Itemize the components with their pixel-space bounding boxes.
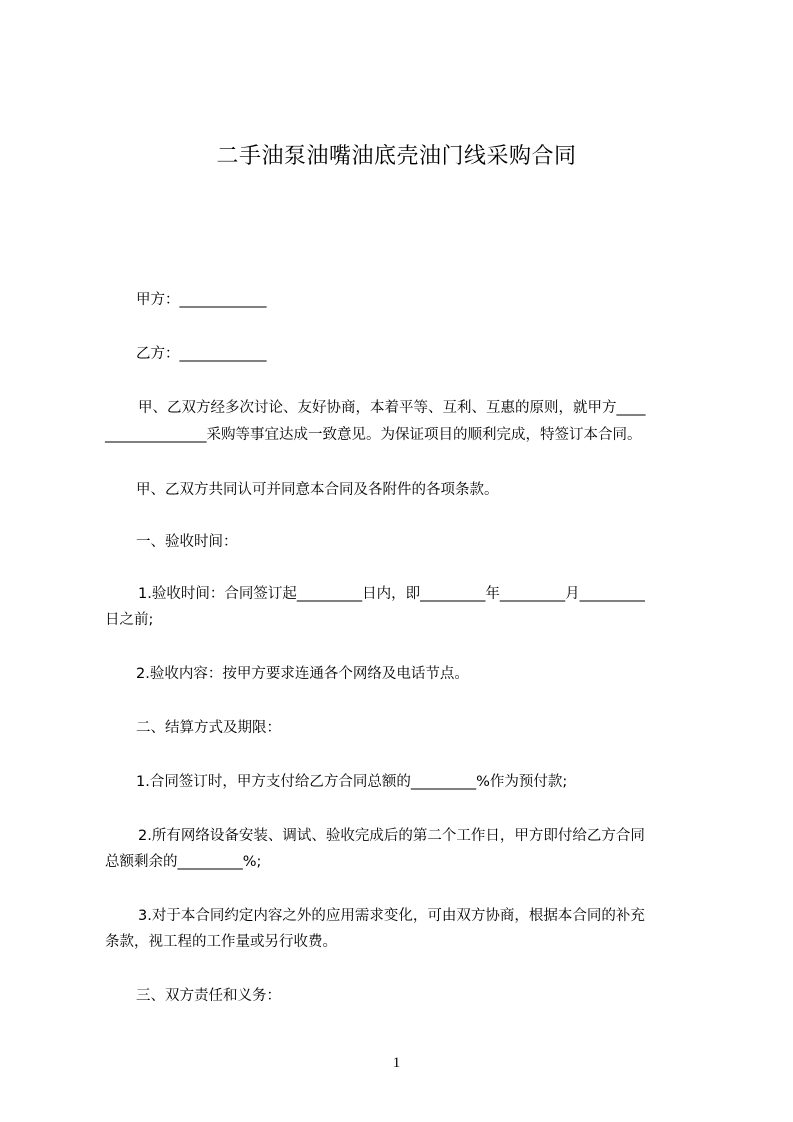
- s1-item1-line-2: 日之前;: [105, 612, 154, 628]
- section-3-heading: 三、双方责任和义务：: [136, 988, 281, 1004]
- intro-line-1: 甲、乙双方经多次讨论、友好协商，本着平等、互利、互惠的原则，就甲方____: [138, 400, 646, 416]
- party-a-line: 甲方：____________: [136, 292, 267, 308]
- section-1-heading: 一、验收时间：: [136, 534, 238, 550]
- agreement-paragraph: 甲、乙双方共同认可并同意本合同及各附件的各项条款。: [136, 482, 499, 498]
- section-2-item-1: 1.合同签订时，甲方支付给乙方合同总额的_________%作为预付款;: [136, 774, 568, 790]
- s2-item2-line-2: 总额剩余的_________%;: [105, 854, 262, 870]
- section-1-item-2: 2.验收内容：按甲方要求连通各个网络及电话节点。: [136, 666, 469, 682]
- section-2-heading: 二、结算方式及期限：: [136, 720, 281, 736]
- page-number: 1: [392, 1055, 401, 1071]
- intro-line-2: ______________采购等事宜达成一致意见。为保证项目的顺利完成，特签订本合同。: [105, 427, 642, 443]
- s2-item2-line-1: 2.所有网络设备安装、调试、验收完成后的第二个工作日，甲方即付给乙方合同: [138, 828, 645, 844]
- s2-item3-line-2: 条款，视工程的工作量或另行收费。: [105, 934, 337, 950]
- s1-item1-line-1: 1.验收时间：合同签订起_________日内，即_________年_________月_________: [138, 586, 645, 602]
- party-b-line: 乙方：____________: [136, 346, 267, 362]
- document-title: 二手油泵油嘴油底壳油门线采购合同: [216, 144, 577, 169]
- s2-item3-line-1: 3.对于本合同约定内容之外的应用需求变化，可由双方协商，根据本合同的补充: [138, 908, 645, 924]
